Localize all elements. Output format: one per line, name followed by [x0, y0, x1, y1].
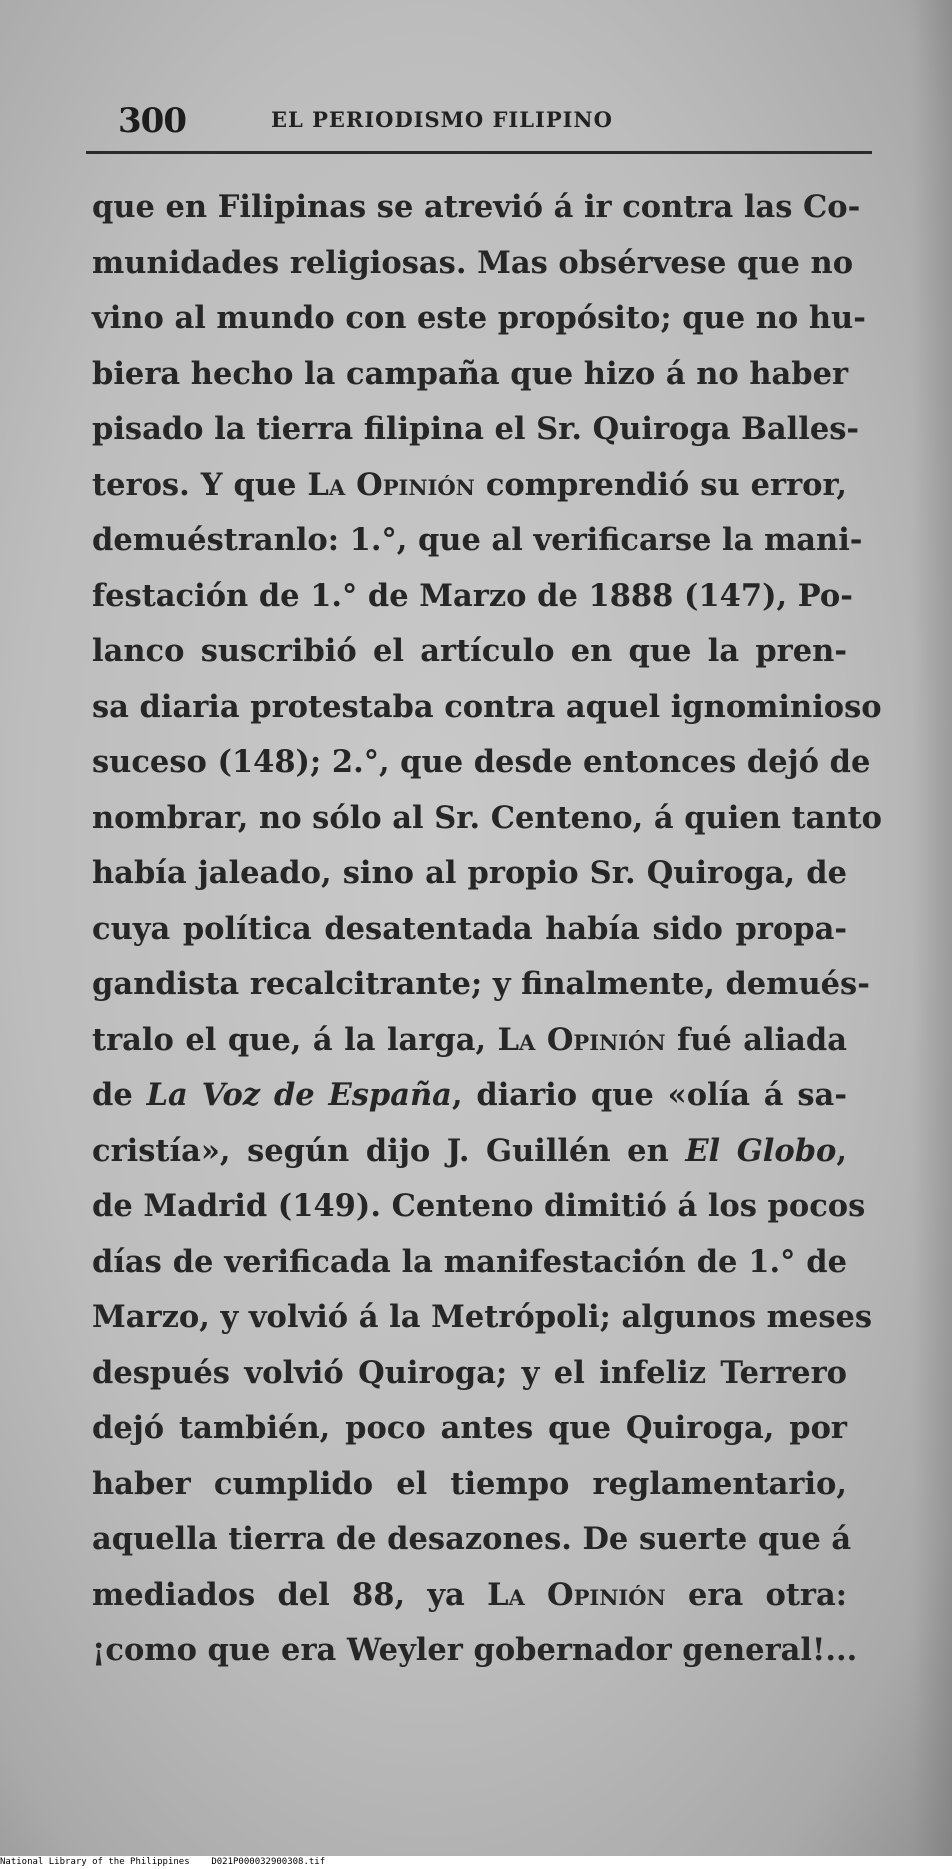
text-line-12: [92, 791, 882, 847]
text-segment: , diario que «olía á sa-: [451, 1077, 847, 1113]
text-segment: fué aliada: [665, 1021, 848, 1058]
body-text: [92, 180, 882, 1679]
text-line-22: [92, 1346, 847, 1402]
text-line-27: [92, 1623, 858, 1679]
text-segment: cristía», según dijo J. Guillén en: [92, 1132, 686, 1169]
text-segment: que en Filipinas se atrevió á ir contra las Co-: [92, 189, 861, 225]
scan-footer: [0, 1856, 952, 1869]
text-line-21: [92, 1290, 873, 1346]
newspaper-name-la-opinion: La Opinión: [487, 1576, 666, 1613]
text-segment: cuya política desatentada había sido propa-: [92, 910, 847, 947]
text-segment: de Madrid (149). Centeno dimitió á los pocos: [92, 1188, 866, 1224]
page-header: [86, 95, 872, 155]
page-number: 300: [118, 101, 186, 141]
text-segment: aquella tierra de desazones. De suerte que á: [92, 1521, 852, 1557]
text-line-11: [92, 735, 871, 791]
text-segment: mediados del 88, ya: [92, 1576, 488, 1613]
text-line-4: [92, 347, 847, 403]
text-segment: haber cumplido el tiempo reglamentario,: [92, 1465, 847, 1502]
text-segment: ¡como que era Weyler gobernador general!...: [92, 1632, 858, 1668]
text-segment: después volvió Quiroga; y el infeliz Terrero: [92, 1354, 847, 1391]
text-line-19: [92, 1179, 866, 1235]
text-line-24: [92, 1457, 847, 1513]
newspaper-name-la-opinion: La Opinión: [497, 1021, 666, 1058]
text-line-7: [92, 513, 863, 569]
newspaper-name-la-opinion: La Opinión: [307, 466, 475, 503]
text-segment: demuéstranlo: 1.°, que al verificarse la mani-: [92, 522, 863, 558]
text-segment: ,: [836, 1132, 847, 1169]
text-line-25: [92, 1512, 852, 1568]
text-segment: gandista recalcitrante; y finalmente, demués-: [92, 966, 870, 1002]
text-segment: dejó también, poco antes que Quiroga, por: [92, 1410, 847, 1446]
text-line-3: [92, 291, 866, 347]
text-segment: lanco suscribió el artículo en que la pren-: [92, 633, 847, 669]
footer-library: National Library of the Philippines: [0, 1857, 190, 1867]
text-segment: de: [92, 1077, 147, 1113]
text-line-10: [92, 680, 882, 736]
text-segment: pisado la tierra filipina el Sr. Quiroga Balles-: [92, 411, 860, 447]
newspaper-name-el-globo: El Globo: [685, 1132, 837, 1169]
text-segment: días de verificada la manifestación de 1.° de: [92, 1243, 847, 1280]
text-line-23: [92, 1401, 847, 1457]
text-line-20: [92, 1235, 847, 1291]
text-segment: munidades religiosas. Mas obsérvese que no: [92, 244, 854, 281]
text-line-1: [92, 180, 861, 236]
text-segment: vino al mundo con este propósito; que no hu-: [92, 300, 866, 336]
text-line-6: [92, 458, 847, 514]
text-line-2: [92, 236, 854, 292]
text-line-16: [92, 1013, 847, 1069]
newspaper-name-la-voz-de-espana: La Voz de España: [146, 1077, 452, 1113]
text-segment: Marzo, y volvió á la Metrópoli; algunos meses: [92, 1299, 873, 1335]
text-line-8: [92, 569, 853, 625]
text-segment: había jaleado, sino al propio Sr. Quiroga, de: [92, 855, 847, 891]
text-segment: teros. Y que: [92, 466, 308, 503]
text-segment: era otra:: [665, 1576, 848, 1613]
text-segment: nombrar, no sólo al Sr. Centeno, á quien tanto: [92, 799, 882, 836]
running-title: EL PERIODISMO FILIPINO: [271, 107, 613, 132]
text-line-5: [92, 402, 860, 458]
text-segment: comprendió su error,: [474, 466, 847, 503]
text-line-26: [92, 1568, 847, 1624]
text-segment: suceso (148); 2.°, que desde entonces dejó de: [92, 744, 871, 780]
text-line-18: [92, 1124, 847, 1180]
text-line-13: [92, 846, 847, 902]
text-segment: sa diaria protestaba contra aquel ignominioso: [92, 688, 882, 725]
text-line-9: [92, 624, 847, 680]
text-line-14: [92, 902, 847, 958]
text-segment: festación de 1.° de Marzo de 1888 (147), Po-: [92, 577, 853, 614]
page-edge-shadow: [912, 0, 952, 1856]
header-rule: [86, 151, 872, 154]
text-line-17: [92, 1068, 847, 1124]
text-line-15: [92, 957, 870, 1013]
text-segment: biera hecho la campaña que hizo á no haber: [92, 355, 849, 392]
footer-file-id: D021P000032900308.tif: [211, 1857, 326, 1867]
text-segment: tralo el que, á la larga,: [92, 1021, 498, 1058]
